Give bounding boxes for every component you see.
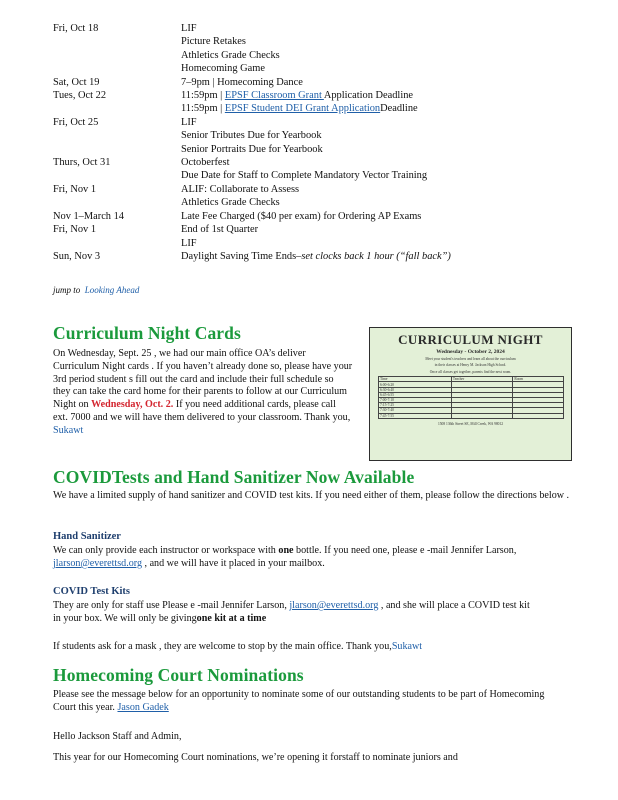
homecoming-heading: Homecoming Court Nominations <box>53 665 304 685</box>
mask-text: If students ask for a mask , they are welcome to stop by the main office. Thank you, <box>53 641 392 652</box>
schedule-event-text: Senior Portraits Due for Yearbook <box>181 143 323 155</box>
schedule-date: Sun, Nov 3 <box>53 250 101 262</box>
homecoming-text: Please see the message below for an opportunity to nominate some of our outstanding students to be part of Homecoming Court this year. <box>53 689 545 713</box>
curriculum-signer-link[interactable]: Sukawt <box>53 424 84 436</box>
test-kits-paragraph <box>53 600 533 626</box>
schedule-event <box>181 183 573 196</box>
schedule-row <box>53 143 573 156</box>
card-line-2: in their classes at Henry M. Jackson High School. <box>434 363 507 368</box>
schedule-date <box>53 62 181 75</box>
card-table-header-cell: Room <box>513 377 564 382</box>
card-table-row <box>379 413 564 418</box>
schedule-date <box>53 143 181 156</box>
hs-text-2: bottle. If you need one, please e -mail Jennifer Larson, <box>293 545 517 556</box>
schedule-date <box>53 237 181 250</box>
schedule-date <box>53 129 181 142</box>
schedule-event-italic: set clocks back 1 hour (“fall back”) <box>301 250 451 262</box>
schedule-row <box>53 196 573 209</box>
schedule-event <box>181 76 573 89</box>
schedule-row <box>53 169 573 182</box>
kit-text-1: They are only for staff use Please e -mail Jennifer Larson, <box>53 600 290 611</box>
schedule-event <box>181 210 573 223</box>
schedule-event-text: Octoberfest <box>181 157 230 169</box>
schedule-row <box>53 49 573 62</box>
schedule-row <box>53 22 573 35</box>
card-blank-cell <box>513 413 564 418</box>
jump-prefix: jump to <box>53 285 81 295</box>
schedule-row <box>53 76 573 89</box>
schedule-row <box>53 183 573 196</box>
grant-link[interactable]: EPSF Student DEI Grant Application <box>224 103 381 115</box>
schedule-event-text: 7–9pm | Homecoming Dance <box>181 76 303 88</box>
schedule-date: Nov 1–March 14 <box>53 210 124 222</box>
schedule-event-text: Late Fee Charged ($40 per exam) for Ordering AP Exams <box>181 210 422 222</box>
card-schedule-table <box>378 376 564 419</box>
card-time-cell: 7:15-7:25 <box>379 403 452 408</box>
kit-bold-one-kit: one kit at a time <box>196 612 267 624</box>
schedule-event <box>181 196 573 209</box>
homecoming-paragraph <box>53 689 553 715</box>
schedule-date: Fri, Nov 1 <box>53 183 97 195</box>
schedule-date: Sat, Oct 19 <box>53 76 100 88</box>
schedule-date: Thurs, Oct 31 <box>53 157 111 169</box>
schedule-event-text: Homecoming Game <box>181 63 265 75</box>
card-time-cell: 6:00-6:20 <box>379 382 452 387</box>
schedule-row <box>53 89 573 102</box>
schedule-row <box>53 237 573 250</box>
schedule-event-text: 11:59pm | <box>181 103 225 115</box>
schedule-date <box>53 169 181 182</box>
schedule-event-text: Senior Tributes Due for Yearbook <box>181 130 322 142</box>
card-time-cell: 7:00-7:10 <box>379 397 452 402</box>
card-time-cell: 6:30-6:40 <box>379 387 452 392</box>
schedule-row <box>53 116 573 129</box>
schedule-row <box>53 223 573 236</box>
hs-text-1: We can only provide each instructor or workspace with <box>53 545 279 556</box>
card-title: CURRICULUM NIGHT <box>398 332 543 347</box>
grant-link[interactable]: EPSF Classroom Grant <box>224 90 324 102</box>
schedule-event-text: Daylight Saving Time Ends– <box>181 250 302 262</box>
card-table-header-cell: Teacher <box>451 377 512 382</box>
schedule-event <box>181 62 573 75</box>
curriculum-text-1: On Wednesday, Sept. 25 , we had our main office OA’s deliver Curriculum Night cards . If you haven’t already done so, please have your 3rd period student s fill out the card and include their full schedule so they can take the card home for their parents to follow at our Curriculum Night on <box>53 348 353 411</box>
schedule-row <box>53 156 573 169</box>
hs-bold-one: one <box>278 545 294 556</box>
schedule-event <box>181 169 573 182</box>
schedule-row <box>53 102 573 115</box>
schedule-event <box>181 250 573 263</box>
hs-text-3: , and we will have it placed in your mailbox. <box>142 557 325 569</box>
schedule-event-text: Athletics Grade Checks <box>181 197 280 209</box>
schedule-event <box>181 237 573 250</box>
schedule-event <box>181 116 573 129</box>
homecoming-signer-link[interactable]: Jason Gadek <box>117 701 169 713</box>
card-subtitle: Wednesday - October 2, 2024 <box>436 349 505 355</box>
mask-signer-link[interactable]: Sukawt <box>391 641 423 652</box>
card-time-cell: 7:45-7:55 <box>379 413 452 418</box>
mask-paragraph <box>53 641 573 654</box>
schedule-date <box>53 196 181 209</box>
schedule-date <box>53 35 181 48</box>
schedule-event-text: LIF <box>181 23 197 34</box>
card-footer: 1508 136th Street SE, Mill Creek, WA 98012 <box>437 421 504 426</box>
schedule-row <box>53 250 573 263</box>
homecoming-body: This year for our Homecoming Court nominations, we’re opening it forstaff to nominate juniors and <box>53 752 458 763</box>
curriculum-heading: Curriculum Night Cards <box>53 323 241 343</box>
schedule-row <box>53 129 573 142</box>
covid-heading: COVIDTests and Hand Sanitizer Now Available <box>53 467 415 487</box>
kit-text-2: , and she will place a COVID test kit in your box. We will only be giving <box>53 600 530 624</box>
schedule-event-text: End of 1st Quarter <box>181 224 259 236</box>
schedule-date: Fri, Nov 1 <box>53 224 97 236</box>
schedule-event-text: Deadline <box>380 103 418 115</box>
schedule-event <box>181 102 573 115</box>
schedule-date <box>53 49 181 62</box>
covid-intro: We have a limited supply of hand sanitizer and COVID test kits. If you need either of them, please follow the directions below . <box>53 490 570 501</box>
schedule-event-text: LIF <box>181 116 197 128</box>
schedule-event-text: ALIF: Collaborate to Assess <box>181 183 300 195</box>
schedule-event-text: Athletics Grade Checks <box>181 49 280 61</box>
kit-email-link[interactable]: jlarson@everettsd.org <box>289 600 379 611</box>
schedule-event <box>181 223 573 236</box>
hs-email-link[interactable]: jlarson@everettsd.org <box>53 557 142 569</box>
curriculum-date: Wednesday, Oct. 2. <box>91 399 174 411</box>
curriculum-paragraph <box>53 348 353 438</box>
card-time-cell: 6:45-6:55 <box>379 392 452 397</box>
card-table-header-cell: Time <box>379 377 452 382</box>
schedule-event-text: Picture Retakes <box>181 36 246 48</box>
schedule-event <box>181 89 573 102</box>
schedule-event <box>181 49 573 62</box>
schedule-row <box>53 210 573 223</box>
looking-ahead-link[interactable]: Looking Ahead <box>84 285 140 295</box>
schedule-date: Fri, Oct 25 <box>53 116 99 128</box>
homecoming-greeting: Hello Jackson Staff and Admin, <box>53 731 182 742</box>
card-line-3: Once all classes get together, parents find the next room. <box>429 369 512 374</box>
card-blank-cell <box>451 413 512 418</box>
schedule-date: Tues, Oct 22 <box>53 90 107 102</box>
schedule-event-text: 11:59pm | <box>181 90 225 102</box>
schedule-event <box>181 156 573 169</box>
covid-test-kits-heading: COVID Test Kits <box>53 586 131 597</box>
curriculum-night-card-image <box>369 327 572 461</box>
hand-sanitizer-paragraph <box>53 545 573 571</box>
schedule-event <box>181 22 573 35</box>
card-time-cell: 7:30-7:40 <box>379 408 452 413</box>
schedule-row <box>53 62 573 75</box>
event-schedule <box>53 22 573 263</box>
hand-sanitizer-heading: Hand Sanitizer <box>53 531 121 542</box>
card-line-1: Meet your student's teachers and learn all about the curriculum <box>425 357 516 361</box>
schedule-event <box>181 35 573 48</box>
jump-link-line <box>53 285 139 295</box>
schedule-date: Fri, Oct 18 <box>53 23 99 34</box>
schedule-date <box>53 102 181 115</box>
curriculum-text-2: If you need additional cards, please call ext. 7000 and we will have them delivered to your classroom. Thank you, <box>53 399 351 423</box>
schedule-event-text: LIF <box>181 237 197 249</box>
schedule-event-text: Application Deadline <box>323 90 414 102</box>
schedule-event <box>181 143 573 156</box>
schedule-event-text: Due Date for Staff to Complete Mandatory Vector Training <box>181 170 428 182</box>
schedule-row <box>53 35 573 48</box>
schedule-event <box>181 129 573 142</box>
